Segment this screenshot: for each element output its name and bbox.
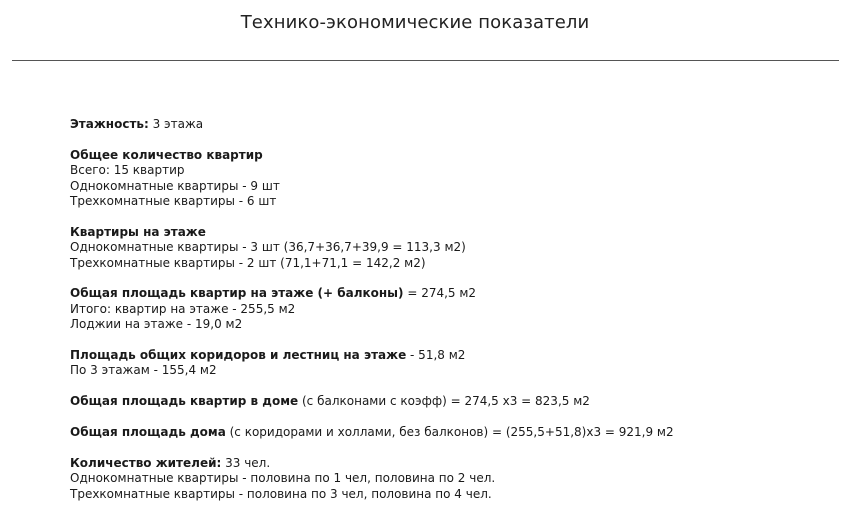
total-apartments-heading-text: Общее количество квартир bbox=[70, 147, 263, 162]
corridors-heading bbox=[70, 348, 830, 363]
house-area-section bbox=[70, 425, 830, 440]
house-apartments-area-heading-text: Общая площадь квартир в доме bbox=[70, 394, 299, 409]
house-apartments-area-value: (с балконами с коэфф) = 274,5 х3 = 823,5 м2 bbox=[298, 394, 590, 409]
residents-heading bbox=[70, 456, 830, 471]
floor-area-heading-value: = 274,5 м2 bbox=[403, 286, 477, 301]
apartments-per-floor-section bbox=[70, 225, 830, 271]
corridors-heading-text: Площадь общих коридоров и лестниц на этаже bbox=[70, 348, 407, 363]
apartments-per-floor-heading-text: Квартиры на этаже bbox=[70, 224, 206, 239]
house-area-value: (с коридорами и холлами, без балконов) = (255,5+51,8)х3 = 921,9 м2 bbox=[225, 425, 674, 440]
total-apartments-heading bbox=[70, 148, 830, 163]
total-apartments-line: Однокомнатные квартиры - 9 шт bbox=[70, 178, 280, 193]
total-apartments-line: Всего: 15 квартир bbox=[70, 163, 185, 178]
floor-area-line: Лоджии на этаже - 19,0 м2 bbox=[70, 317, 243, 332]
residents-section bbox=[70, 456, 830, 502]
house-apartments-area-section bbox=[70, 394, 830, 409]
floor-area-section bbox=[70, 286, 830, 332]
house-area-heading bbox=[70, 425, 830, 440]
page-title: Технико-экономические показатели bbox=[240, 12, 590, 33]
residents-line: Однокомнатные квартиры - половина по 1 чел, половина по 2 чел. bbox=[70, 471, 496, 486]
corridors-line: По 3 этажам - 155,4 м2 bbox=[70, 363, 217, 378]
floor-area-heading-text: Общая площадь квартир на этаже (+ балконы) bbox=[70, 286, 404, 301]
residents-heading-text: Количество жителей: bbox=[70, 455, 222, 470]
apartments-per-floor-line: Однокомнатные квартиры - 3 шт (36,7+36,7+39,9 = 113,3 м2) bbox=[70, 240, 466, 255]
indicators-content bbox=[70, 117, 830, 517]
floor-area-line: Итого: квартир на этаже - 255,5 м2 bbox=[70, 301, 296, 316]
residents-heading-value: 33 чел. bbox=[221, 455, 271, 470]
apartments-per-floor-line: Трехкомнатные квартиры - 2 шт (71,1+71,1 = 142,2 м2) bbox=[70, 255, 426, 270]
corridors-section bbox=[70, 348, 830, 379]
house-apartments-area-heading bbox=[70, 394, 830, 409]
floors-line bbox=[70, 117, 830, 132]
floor-area-heading bbox=[70, 286, 830, 301]
residents-line: Трехкомнатные квартиры - половина по 3 чел, половина по 4 чел. bbox=[70, 486, 492, 501]
apartments-per-floor-heading bbox=[70, 225, 830, 240]
house-area-heading-text: Общая площадь дома bbox=[70, 425, 226, 440]
floors-section bbox=[70, 117, 830, 132]
title-divider bbox=[12, 60, 839, 61]
floors-value: 3 этажа bbox=[148, 117, 204, 131]
total-apartments-section bbox=[70, 148, 830, 210]
floors-label: Этажность: bbox=[70, 117, 149, 131]
total-apartments-line: Трехкомнатные квартиры - 6 шт bbox=[70, 194, 277, 209]
corridors-heading-value: - 51,8 м2 bbox=[406, 348, 466, 363]
